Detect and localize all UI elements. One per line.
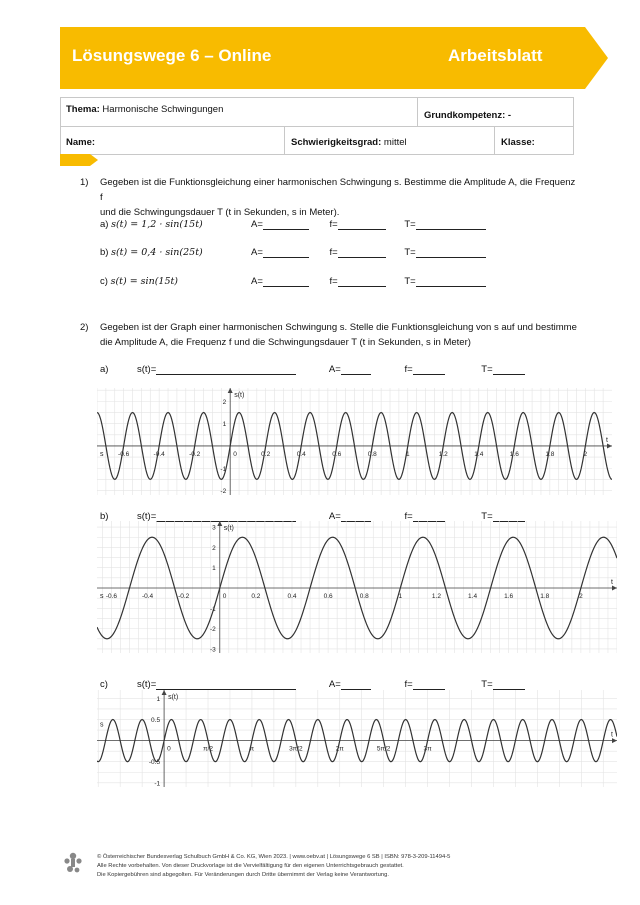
x-tick-label: 1 bbox=[405, 450, 410, 458]
y-axis-label: s(t) bbox=[234, 392, 245, 399]
y-tick-label: 1 bbox=[222, 421, 227, 429]
x-tick-label: π/2 bbox=[203, 745, 213, 753]
y-tick-label: 3 bbox=[212, 524, 216, 532]
graph-c bbox=[97, 690, 617, 787]
info-table bbox=[60, 97, 574, 155]
klasse-cell[interactable]: Klasse: bbox=[501, 137, 535, 148]
name-cell[interactable]: Name: bbox=[66, 137, 96, 148]
x-axis-arrow bbox=[612, 738, 617, 743]
graph-b bbox=[97, 521, 617, 653]
y-tick-label: -2 bbox=[220, 488, 227, 495]
x-tick-label: 2π bbox=[335, 745, 344, 753]
x-axis-label: t bbox=[611, 731, 613, 739]
y-tick-label: -1 bbox=[209, 605, 216, 613]
y-tick-label: -1 bbox=[220, 465, 227, 473]
task1-item-b: b) s(t) = 0,4 · sin(25t) bbox=[100, 247, 203, 258]
x-tick-label: 1.6 bbox=[509, 450, 519, 458]
brand-title: Lösungswege 6 – Online bbox=[72, 46, 272, 65]
y-axis-arrow bbox=[217, 521, 222, 526]
task2-text: Gegeben ist der Graph einer harmonischen Schwingung s. Stelle die Funktionsgleichung von s auf und bestimme die Amplitude A, die Frequenz f und die Schwingungsdauer T (t in Sekunden, s in Meter) bbox=[100, 322, 577, 348]
chart-grid bbox=[97, 388, 612, 495]
series-label: s bbox=[100, 593, 104, 601]
task1-number: 1) bbox=[80, 177, 89, 188]
y-tick-label: 0.5 bbox=[151, 717, 161, 725]
y-tick-label: -3 bbox=[209, 646, 216, 653]
task1-b-blanks[interactable]: A= f= T= bbox=[251, 247, 486, 258]
x-tick-label: 1.4 bbox=[468, 593, 478, 601]
x-tick-label: 1.2 bbox=[438, 450, 448, 458]
task2-part-c-row[interactable]: c) s(t)= A= f= T= bbox=[100, 679, 525, 690]
y-axis-label: s(t) bbox=[168, 694, 179, 701]
x-axis-label: t bbox=[611, 579, 613, 587]
x-tick-label: 3π/2 bbox=[289, 745, 303, 753]
x-tick-label: 1.8 bbox=[540, 593, 550, 601]
y-axis-label: s(t) bbox=[223, 525, 234, 532]
x-tick-label: 0.4 bbox=[287, 593, 297, 601]
x-tick-label: -0.4 bbox=[141, 593, 154, 601]
task1-item-a: a) s(t) = 1,2 · sin(15t) bbox=[100, 219, 203, 230]
origin-label: 0 bbox=[167, 745, 171, 753]
x-tick-label: -0.6 bbox=[118, 450, 130, 458]
x-tick-label: 2 bbox=[579, 593, 583, 601]
x-tick-label: 1.4 bbox=[474, 450, 484, 458]
x-tick-label: 1.6 bbox=[504, 593, 514, 601]
x-axis-label: t bbox=[606, 436, 608, 444]
x-tick-label: 0.6 bbox=[323, 593, 333, 601]
task1-c-blanks[interactable]: A= f= T= bbox=[251, 276, 486, 287]
task2-part-a-row[interactable]: a) s(t)= A= f= T= bbox=[100, 364, 525, 375]
x-tick-label: -0.6 bbox=[105, 593, 118, 601]
origin-label: 0 bbox=[222, 593, 227, 601]
x-tick-label: 1.2 bbox=[431, 593, 441, 601]
x-tick-label: 0.2 bbox=[251, 593, 261, 601]
x-tick-label: 0.8 bbox=[367, 450, 377, 458]
thema-cell: Thema: Harmonische Schwingungen bbox=[66, 104, 224, 115]
x-axis-arrow bbox=[607, 443, 612, 448]
x-tick-label: π bbox=[249, 745, 255, 753]
y-tick-label: 2 bbox=[222, 398, 227, 406]
y-tick-label: -1 bbox=[154, 780, 161, 787]
series-label: s bbox=[100, 450, 104, 458]
x-tick-label: 0.8 bbox=[359, 593, 369, 601]
grundkompetenz-cell: Grundkompetenz: - bbox=[424, 110, 512, 121]
y-tick-label: 1 bbox=[156, 695, 161, 703]
x-axis-arrow bbox=[612, 586, 617, 591]
publisher-logo bbox=[62, 851, 84, 875]
chart-grid bbox=[97, 690, 617, 787]
task1-item-c: c) s(t) = sin(15t) bbox=[100, 276, 179, 287]
x-tick-label: -0.2 bbox=[189, 450, 201, 458]
sheet-type: Arbeitsblatt bbox=[448, 46, 543, 65]
x-tick-label: 0.6 bbox=[332, 450, 342, 458]
x-tick-label: -0.2 bbox=[178, 593, 190, 601]
x-tick-label: 1.8 bbox=[545, 450, 555, 458]
x-tick-label: 0.2 bbox=[261, 450, 271, 458]
chart-grid bbox=[97, 521, 617, 653]
x-tick-label: 0.4 bbox=[296, 450, 306, 458]
y-tick-label: 1 bbox=[212, 565, 216, 573]
x-tick-label: 1 bbox=[398, 593, 403, 601]
y-axis-arrow bbox=[162, 690, 167, 695]
task1-a-blanks[interactable]: A= f= T= bbox=[251, 219, 486, 230]
footer-text: © Österreichischer Bundesverlag Schulbuch GmbH & Co. KG, Wien 2023. | www.oebv.at | Lösungswege 6 SB | ISBN: 978-3-209-11494-5 Alle Rechte vorbehalten. Von dieser Druckvorlage ist die Vervielfältigung für den eigenen Unterrichtsgebrauch gestattet. Die Kopiergebühren sind abgegolten. Für Veränderungen durch Dritte übernimmt der Verlag keine Verantwortung. bbox=[97, 854, 451, 878]
series-label: s bbox=[100, 721, 104, 729]
origin-label: 0 bbox=[233, 450, 237, 458]
x-tick-label: -0.4 bbox=[153, 450, 165, 458]
task1-text: Gegeben ist die Funktionsgleichung einer harmonischen Schwingung s. Bestimme die Amplitude A, die Frequenz f und die Schwingungsdauer T (t in Sekunden, s in Meter). bbox=[100, 177, 576, 218]
x-tick-label: 3π bbox=[423, 745, 432, 753]
task2-number: 2) bbox=[80, 322, 89, 333]
section-tag bbox=[60, 154, 98, 166]
x-tick-label: 2 bbox=[583, 450, 588, 458]
schwierigkeit-cell: Schwierigkeitsgrad: mittel bbox=[291, 137, 407, 148]
y-tick-label: -2 bbox=[209, 626, 216, 634]
task2-part-b-row[interactable]: b) s(t)= A= f= T= bbox=[100, 511, 525, 522]
x-tick-label: 5π/2 bbox=[376, 745, 391, 753]
y-tick-label: -0.5 bbox=[148, 759, 161, 767]
y-tick-label: 2 bbox=[212, 544, 216, 552]
graph-a bbox=[97, 388, 612, 495]
